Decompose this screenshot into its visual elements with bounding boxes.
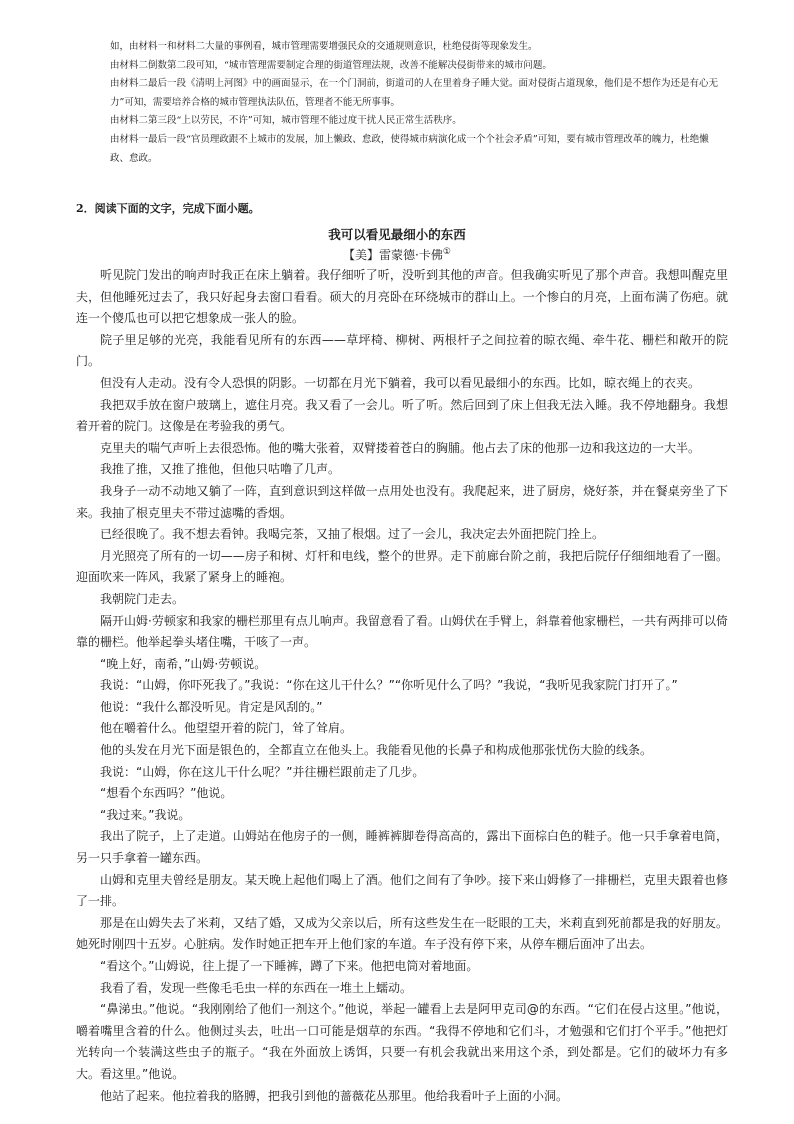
body-paragraph: 我说：“山姆，你在这儿干什么呢？”并往栅栏跟前走了几步。 (100, 764, 425, 779)
body-paragraph: 他在嚼着什么。他望望开着的院门，耸了耸肩。 (100, 721, 353, 736)
body-paragraph: 我推了推，又推了推他，但他只咕噜了几声。 (100, 462, 341, 477)
body-paragraph: 他的头发在月光下面是银色的，全都直立在他头上。我能看见他的长鼻子和构成他那张忧伤大脸的线条。 (100, 743, 653, 758)
body-paragraph: 但没有人走动。没有令人恐惧的阴影。一切都在月光下躺着，我可以看见最细小的东西。比如，晾衣绳上的衣夹。 (100, 375, 701, 390)
answer-paragraph: 由材料二最后一段《清明上河图》中的画面显示，在一个门洞前，街道司的人在里着身子睡大觉。面对侵街占道现象，他们是不想作为还是有心无力”可知，需要培养合格的城市管理执法队伍，管理者不能无所事事。 (110, 78, 719, 108)
body-paragraph: “想看个东西吗？”他说。 (100, 786, 233, 801)
article-body (76, 265, 728, 1107)
body-paragraph: “鼻涕虫。”他说。“我刚刚给了他们一剂这个。”他说，举起一罐看上去是阿甲克司@的东西。“它们在侵占这里。”他说，嚼着嘴里含着的什么。他侧过头去，吐出一口可能是烟草的东西。“我得不停地和它们斗，才勉强和它们打个平手。”他把灯光转向一个装满这些虫子的瓶子。“我在外面放上诱饵，只要一有机会我就出来用这个杀，到处都是。它们的破坏力有多大。看这里。”他说。 (76, 1002, 728, 1081)
answer-paragraph: 由材料二第三段“上以劳民，不许”可知，城市管理不能过度干扰人民正常生活秩序。 (110, 115, 462, 127)
author-name: 【美】雷蒙德·卡佛 (343, 248, 443, 262)
body-paragraph: 他说：“我什么都没听见。肯定是风刮的。” (100, 699, 323, 714)
body-paragraph: “看这个。”山姆说，往上提了一下睡裤，蹲了下来。他把电筒对着地面。 (100, 959, 479, 973)
body-paragraph: 听见院门发出的响声时我正在床上躺着。我仔细听了听，没听到其他的声音。但我确实听见了那个声音。我想叫醒克里夫，但他睡死过去了，我只好起身去窗口看看。硕大的月亮卧在环绕城市的群山上。一个惨白的月亮，上面布满了伤疤。就连一个傻瓜也可以把它想象成一张人的脸。 (76, 268, 728, 326)
body-paragraph: 山姆和克里夫曾经是朋友。某天晚上起他们喝上了酒。他们之间有了争吵。接下来山姆修了一排栅栏，克里夫跟着也修了一排。 (76, 872, 728, 909)
body-paragraph: 隔开山姆·劳顿家和我家的栅栏那里有点儿响声。我留意看了看。山姆伏在手臂上，斜靠着他家栅栏，一共有两排可以倚靠的栅栏。他举起拳头堵住嘴，干咳了一声。 (76, 613, 728, 650)
body-paragraph: 月光照亮了所有的一切——房子和树、灯杆和电线，整个的世界。走下前廊台阶之前，我把后院仔仔细细地看了一圈。迎面吹来一阵风，我紧了紧身上的睡袍。 (76, 548, 728, 585)
answer-paragraph: 由材料一最后一段“官员理政跟不上城市的发展，加上懒政、怠政，使得城市病演化成一个个社会矛盾”可知，要有城市管理改革的魄力，杜绝懒政、怠政。 (110, 133, 709, 164)
body-paragraph: 我说：“山姆，你吓死我了。”我说：“你在这儿干什么？”“你听见什么了吗？”我说，“我听见我家院门打开了。” (100, 678, 678, 693)
footnote-marker: ① (442, 247, 451, 257)
body-paragraph: 我出了院子，上了走道。山姆站在他房子的一侧，睡裤裤脚卷得高高的，露出下面棕白色的鞋子。他一只手拿着电筒，另一只手拿着一罐东西。 (76, 829, 728, 866)
body-paragraph: 克里夫的喘气声听上去很恐怖。他的嘴大张着，双臂搂着苍白的胸脯。他占去了床的他那一边和我这边的一大半。 (100, 440, 701, 455)
answer-paragraph: 如，由材料一和材料二大量的事例看，城市管理需要增强民众的交通规则意识，杜绝侵街等现象发生。 (110, 41, 538, 52)
previous-answer-section (110, 38, 722, 168)
body-paragraph: 已经很晚了。我不想去看钟。我喝完茶，又抽了根烟。过了一会儿，我决定去外面把院门拴上。 (100, 527, 605, 542)
article-author (0, 246, 794, 263)
question-heading: 2．阅读下面的文字，完成下面小题。 (76, 202, 260, 215)
body-paragraph: 他站了起来。他拉着我的胳膊，把我引到他的蔷薇花丛那里。他给我看叶子上面的小洞。 (100, 1088, 569, 1103)
body-paragraph: 我看了看，发现一些像毛毛虫一样的东西在一堆土上蠕动。 (100, 980, 413, 995)
body-paragraph: “我过来。”我说。 (100, 807, 191, 822)
body-paragraph: 我把双手放在窗户玻璃上，遮住月亮。我又看了一会儿。听了听。然后回到了床上但我无法入睡。我不停地翻身。我想着开着的院门。这像是在考验我的勇气。 (76, 397, 728, 434)
body-paragraph: “晚上好，南希，”山姆·劳顿说。 (100, 656, 267, 671)
body-paragraph: 院子里足够的光亮，我能看见所有的东西——草坪椅、柳树、两根杆子之间拉着的晾衣绳、牵牛花、栅栏和敞开的院门。 (76, 332, 728, 369)
article-title: 我可以看见最细小的东西 (328, 227, 466, 242)
body-paragraph: 我朝院门走去。 (100, 591, 185, 606)
body-paragraph: 那是在山姆失去了米莉，又结了婚，又成为父亲以后，所有这些发生在一眨眼的工夫，米莉直到死前都是我的好朋友。她死时刚四十五岁。心脏病。发作时她正把车开上他们家的车道。车子没有停下来，从停车棚后面冲了出去。 (76, 915, 728, 952)
answer-paragraph: 由材料二倒数第二段可知，“城市管理需要制定合理的街道管理法规，改善不能解决侵街带来的城市问题。 (110, 59, 552, 71)
body-paragraph: 我身子一动不动地又躺了一阵，直到意识到这样做一点用处也没有。我爬起来，进了厨房，烧好茶，并在餐桌旁坐了下来。我抽了根克里夫不带过滤嘴的香烟。 (76, 483, 728, 520)
